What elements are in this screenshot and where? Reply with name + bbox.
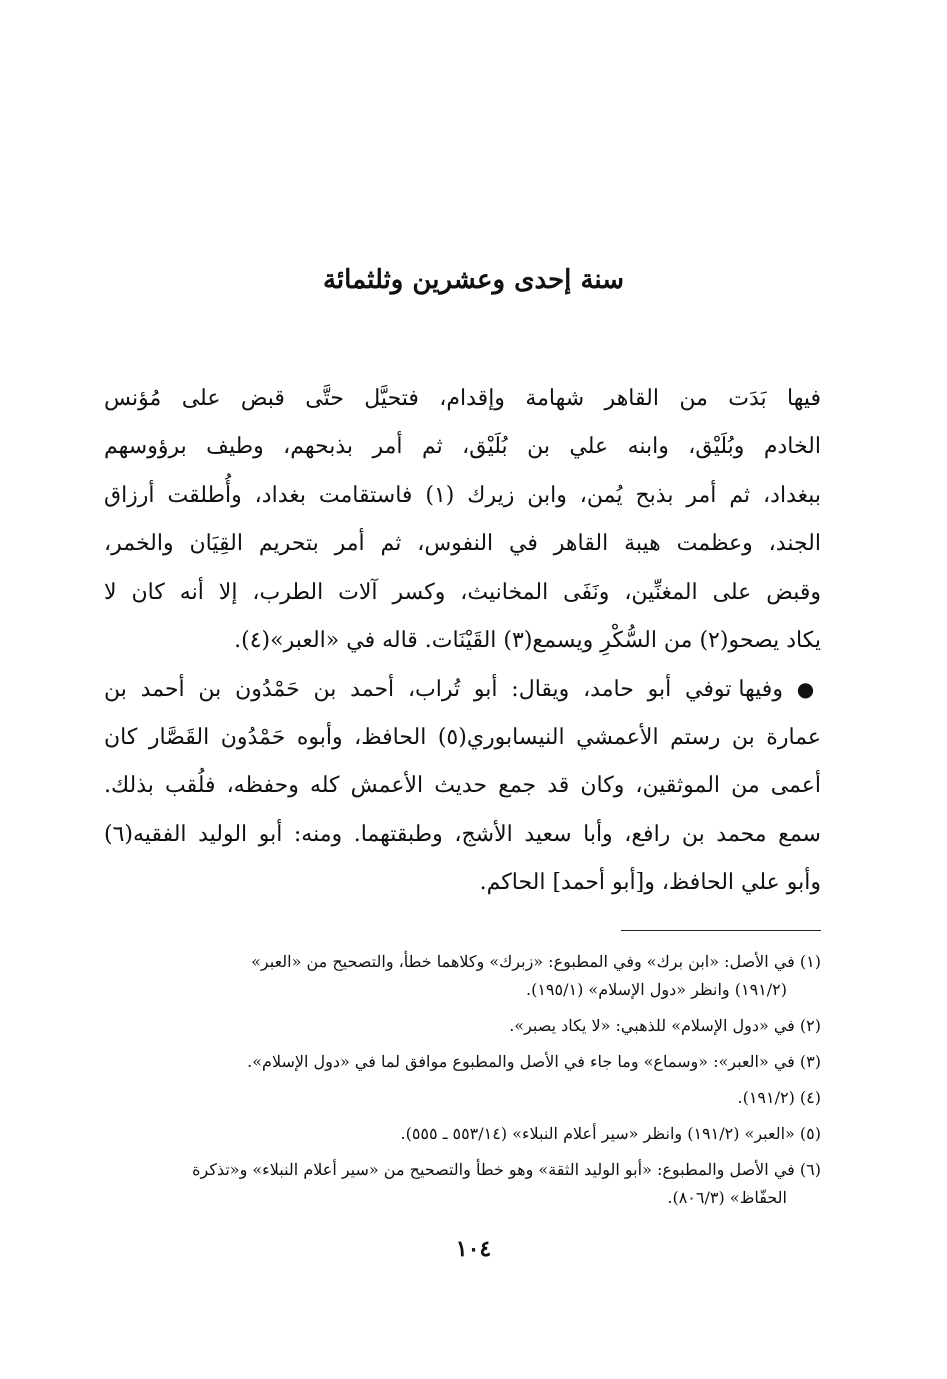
entry-line: سمع محمد بن رافع، وأبا سعيد الأشج، وطبقتهما. ومنه: أبو الوليد الفقيه(٦) [104,821,821,847]
bullet-icon: ● [796,677,821,702]
footnote-line: (٤) (١٩١/٢). [737,1088,821,1107]
footnote-line: (٣) في «العبر»: «وسماع» وما جاء في الأصل والمطبوع موافق لما في «دول الإسلام». [247,1052,821,1071]
entry-line-text: وفيها توفي أبو حامد، ويقال: أبو تُراب، أحمد بن حَمْدُون بن أحمد بن [104,677,783,703]
footnote-line: (١٩١/٢) وانظر «دول الإسلام» (١٩٥/١). [526,980,787,999]
footnote [104,1120,821,1148]
footnote-line: (٢) في «دول الإسلام» للذهبي: «لا يكاد يصبر». [509,1016,821,1035]
footnote [104,1048,821,1076]
page-number: ١٠٤ [455,1236,492,1262]
body-line: وقبض على المغنِّين، ونَفَى المخانيث، وكسر آلات الطرب، إلا أنه كان لا [104,579,821,605]
footnote-line: (٦) في الأصل والمطبوع: «أبو الوليد الثقة» وهو خطأ والتصحيح من «سير أعلام النبلاء» و«تذكرة [192,1160,821,1179]
footnote [104,948,821,1004]
body-line: الجند، وعظمت هيبة القاهر في النفوس، ثم أمر بتحريم القِيَان والخمر، [104,531,821,557]
footnote-line: (١) في الأصل: «ابن برك» وفي المطبوع: «زبرك» وكلاهما خطأ، والتصحيح من «العبر» [251,952,821,971]
entry-line [104,665,821,713]
body-line: ببغداد، ثم أمر بذبح يُمن، وابن زيرك (١) فاستقامت بغداد، وأُطلقت أرزاق [104,482,821,508]
chapter-title: سنة إحدى وعشرين وثلثمائة [322,265,625,295]
main-text [104,375,821,907]
body-line: الخادم وبُلَيْق، وابنه علي بن بُلَيْق، ثم أمر بذبحهم، وطيف برؤوسهم [104,434,821,460]
footnote-divider [621,930,821,931]
footnote [104,1084,821,1112]
footnotes [104,948,821,1212]
footnote [104,1156,821,1212]
footnote-line: (٥) «العبر» (١٩١/٢) وانظر «سير أعلام النبلاء» (٥٥٣/١٤ ـ ٥٥٥). [400,1124,821,1143]
entry-line: أعمى من الموثقين، وكان قد جمع حديث الأعمش كله وحفظه، فلُقب بذلك. [104,773,821,799]
footnote-line: الحفّاظ» (٨٠٦/٣). [667,1188,787,1207]
body-line: يكاد يصحو(٢) من السُّكْرِ ويسمع(٣) القَيْنَات. قاله في «العبر»(٤). [234,627,821,653]
body-line: فيها بَدَت من القاهر شهامة وإقدام، فتحيَّل حتَّى قبض على مُؤنس [104,386,821,411]
entry-line: وأبو علي الحافظ، و[أبو أحمد] الحاكم. [479,869,821,895]
entry-line: عمارة بن رستم الأعمشي النيسابوري(٥) الحافظ، وأبوه حَمْدُون القَصَّار كان [104,724,821,750]
footnote [104,1012,821,1040]
